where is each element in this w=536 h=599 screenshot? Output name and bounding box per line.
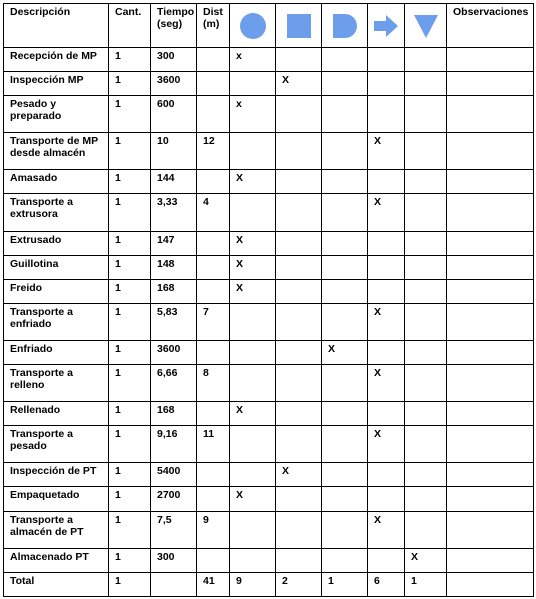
transport-mark xyxy=(368,548,405,572)
operation-mark: X xyxy=(230,279,276,303)
dist-cell: 11 xyxy=(197,426,230,463)
delay-mark xyxy=(322,402,368,426)
operation-mark: 9 xyxy=(230,572,276,596)
transport-mark xyxy=(368,170,405,194)
observaciones-cell xyxy=(447,402,534,426)
delay-mark xyxy=(322,170,368,194)
dist-cell xyxy=(197,170,230,194)
transport-mark: X xyxy=(368,194,405,231)
transport-mark: X xyxy=(368,511,405,548)
cant-cell: 1 xyxy=(109,487,151,511)
dist-cell: 4 xyxy=(197,194,230,231)
tiempo-cell: 6,66 xyxy=(151,365,197,402)
inspection-mark xyxy=(276,340,322,364)
dist-cell: 41 xyxy=(197,572,230,596)
delay-mark xyxy=(322,72,368,96)
operation-mark xyxy=(230,303,276,340)
delay-mark xyxy=(322,194,368,231)
header-delay xyxy=(322,4,368,48)
dist-cell xyxy=(197,463,230,487)
descripcion-cell: Guillotina xyxy=(4,255,109,279)
cant-cell: 1 xyxy=(109,255,151,279)
operation-mark xyxy=(230,463,276,487)
tiempo-cell: 300 xyxy=(151,48,197,72)
descripcion-cell: Rellenado xyxy=(4,402,109,426)
operation-mark: x xyxy=(230,48,276,72)
storage-mark xyxy=(405,133,447,170)
storage-mark xyxy=(405,170,447,194)
transport-arrow-icon xyxy=(373,14,399,38)
dist-cell xyxy=(197,340,230,364)
descripcion-cell: Extrusado xyxy=(4,231,109,255)
cant-cell: 1 xyxy=(109,572,151,596)
dist-cell: 8 xyxy=(197,365,230,402)
storage-mark xyxy=(405,340,447,364)
tiempo-cell: 3600 xyxy=(151,72,197,96)
tiempo-cell: 600 xyxy=(151,96,197,133)
operation-mark: x xyxy=(230,96,276,133)
storage-mark: 1 xyxy=(405,572,447,596)
operation-mark xyxy=(230,133,276,170)
transport-mark xyxy=(368,72,405,96)
operation-mark xyxy=(230,340,276,364)
storage-mark xyxy=(405,279,447,303)
dist-cell: 12 xyxy=(197,133,230,170)
tiempo-cell: 9,16 xyxy=(151,426,197,463)
storage-mark xyxy=(405,96,447,133)
storage-mark xyxy=(405,231,447,255)
inspection-mark: X xyxy=(276,463,322,487)
table-row xyxy=(4,72,534,96)
delay-mark: 1 xyxy=(322,572,368,596)
observaciones-cell xyxy=(447,572,534,596)
tiempo-cell: 7,5 xyxy=(151,511,197,548)
transport-mark xyxy=(368,463,405,487)
header-row xyxy=(4,4,534,48)
inspection-mark xyxy=(276,279,322,303)
delay-d-shape-icon xyxy=(332,13,358,39)
observaciones-cell xyxy=(447,340,534,364)
storage-mark xyxy=(405,426,447,463)
operation-mark xyxy=(230,511,276,548)
transport-mark xyxy=(368,255,405,279)
header-cant: Cant. xyxy=(109,4,151,48)
descripcion-cell: Enfriado xyxy=(4,340,109,364)
inspection-mark xyxy=(276,96,322,133)
transport-mark: X xyxy=(368,365,405,402)
descripcion-cell: Transporte a pesado xyxy=(4,426,109,463)
table-row xyxy=(4,231,534,255)
inspection-mark xyxy=(276,48,322,72)
delay-mark xyxy=(322,279,368,303)
observaciones-cell xyxy=(447,231,534,255)
table-row xyxy=(4,303,534,340)
cant-cell: 1 xyxy=(109,72,151,96)
dist-cell xyxy=(197,255,230,279)
storage-mark xyxy=(405,463,447,487)
observaciones-cell xyxy=(447,96,534,133)
cant-cell: 1 xyxy=(109,48,151,72)
header-descripcion: Descripción xyxy=(4,4,109,48)
dist-cell xyxy=(197,72,230,96)
tiempo-cell: 3600 xyxy=(151,340,197,364)
header-tiempo: Tiempo (seg) xyxy=(151,4,197,48)
cant-cell: 1 xyxy=(109,194,151,231)
inspection-mark xyxy=(276,133,322,170)
descripcion-cell: Almacenado PT xyxy=(4,548,109,572)
inspection-mark xyxy=(276,194,322,231)
table-row xyxy=(4,463,534,487)
cant-cell: 1 xyxy=(109,340,151,364)
table-row xyxy=(4,402,534,426)
delay-mark xyxy=(322,133,368,170)
inspection-mark: X xyxy=(276,72,322,96)
tiempo-cell: 168 xyxy=(151,279,197,303)
cant-cell: 1 xyxy=(109,511,151,548)
dist-cell xyxy=(197,548,230,572)
inspection-mark xyxy=(276,548,322,572)
observaciones-cell xyxy=(447,548,534,572)
operation-circle-icon xyxy=(239,12,267,40)
cant-cell: 1 xyxy=(109,548,151,572)
observaciones-cell xyxy=(447,487,534,511)
descripcion-cell: Inspección MP xyxy=(4,72,109,96)
dist-cell xyxy=(197,279,230,303)
tiempo-cell: 144 xyxy=(151,170,197,194)
total-row xyxy=(4,572,534,596)
transport-mark xyxy=(368,231,405,255)
inspection-mark: 2 xyxy=(276,572,322,596)
observaciones-cell xyxy=(447,511,534,548)
observaciones-cell xyxy=(447,48,534,72)
delay-mark xyxy=(322,511,368,548)
inspection-mark xyxy=(276,365,322,402)
delay-mark xyxy=(322,365,368,402)
tiempo-cell: 2700 xyxy=(151,487,197,511)
operation-mark: X xyxy=(230,170,276,194)
cant-cell: 1 xyxy=(109,303,151,340)
operation-mark xyxy=(230,548,276,572)
dist-cell xyxy=(197,231,230,255)
dist-cell xyxy=(197,487,230,511)
table-row xyxy=(4,279,534,303)
inspection-mark xyxy=(276,303,322,340)
transport-mark: X xyxy=(368,303,405,340)
delay-mark xyxy=(322,303,368,340)
cant-cell: 1 xyxy=(109,170,151,194)
operation-mark xyxy=(230,72,276,96)
delay-mark xyxy=(322,487,368,511)
header-operation xyxy=(230,4,276,48)
transport-mark xyxy=(368,48,405,72)
table-row xyxy=(4,487,534,511)
storage-mark xyxy=(405,511,447,548)
transport-mark: X xyxy=(368,426,405,463)
delay-mark xyxy=(322,255,368,279)
tiempo-cell: 10 xyxy=(151,133,197,170)
observaciones-cell xyxy=(447,194,534,231)
cant-cell: 1 xyxy=(109,463,151,487)
tiempo-cell: 5400 xyxy=(151,463,197,487)
observaciones-cell xyxy=(447,72,534,96)
transport-mark xyxy=(368,340,405,364)
transport-mark: X xyxy=(368,133,405,170)
descripcion-cell: Inspección de PT xyxy=(4,463,109,487)
inspection-mark xyxy=(276,402,322,426)
cant-cell: 1 xyxy=(109,231,151,255)
operation-mark: X xyxy=(230,402,276,426)
header-inspection xyxy=(276,4,322,48)
inspection-mark xyxy=(276,170,322,194)
header-transport xyxy=(368,4,405,48)
cant-cell: 1 xyxy=(109,426,151,463)
header-observaciones: Observaciones xyxy=(447,4,534,48)
tiempo-cell xyxy=(151,572,197,596)
observaciones-cell xyxy=(447,303,534,340)
process-flow-chart-table xyxy=(3,3,534,597)
delay-mark: X xyxy=(322,340,368,364)
table-row xyxy=(4,96,534,133)
table-row xyxy=(4,255,534,279)
descripcion-cell: Transporte a relleno xyxy=(4,365,109,402)
header-storage xyxy=(405,4,447,48)
transport-mark: 6 xyxy=(368,572,405,596)
descripcion-cell: Amasado xyxy=(4,170,109,194)
storage-mark xyxy=(405,303,447,340)
observaciones-cell xyxy=(447,255,534,279)
header-dist: Dist (m) xyxy=(197,4,230,48)
operation-mark: X xyxy=(230,255,276,279)
operation-mark: X xyxy=(230,487,276,511)
inspection-square-icon xyxy=(286,13,312,39)
storage-mark xyxy=(405,365,447,402)
descripcion-cell: Recepción de MP xyxy=(4,48,109,72)
cant-cell: 1 xyxy=(109,402,151,426)
descripcion-cell: Transporte a almacén de PT xyxy=(4,511,109,548)
table-row xyxy=(4,170,534,194)
dist-cell: 7 xyxy=(197,303,230,340)
storage-mark: X xyxy=(405,548,447,572)
operation-mark: X xyxy=(230,231,276,255)
observaciones-cell xyxy=(447,279,534,303)
table-row xyxy=(4,194,534,231)
table-row xyxy=(4,365,534,402)
cant-cell: 1 xyxy=(109,96,151,133)
storage-mark xyxy=(405,72,447,96)
dist-cell xyxy=(197,48,230,72)
operation-mark xyxy=(230,194,276,231)
tiempo-cell: 168 xyxy=(151,402,197,426)
storage-mark xyxy=(405,402,447,426)
dist-cell xyxy=(197,402,230,426)
descripcion-cell: Empaquetado xyxy=(4,487,109,511)
inspection-mark xyxy=(276,255,322,279)
table-row xyxy=(4,426,534,463)
transport-mark xyxy=(368,279,405,303)
delay-mark xyxy=(322,96,368,133)
descripcion-cell: Transporte de MP desde almacén xyxy=(4,133,109,170)
inspection-mark xyxy=(276,487,322,511)
table-row xyxy=(4,133,534,170)
descripcion-cell: Pesado y preparado xyxy=(4,96,109,133)
observaciones-cell xyxy=(447,463,534,487)
table-row xyxy=(4,548,534,572)
delay-mark xyxy=(322,548,368,572)
delay-mark xyxy=(322,48,368,72)
descripcion-cell: Transporte a extrusora xyxy=(4,194,109,231)
observaciones-cell xyxy=(447,365,534,402)
transport-mark xyxy=(368,402,405,426)
cant-cell: 1 xyxy=(109,133,151,170)
delay-mark xyxy=(322,231,368,255)
transport-mark xyxy=(368,96,405,133)
table-row xyxy=(4,511,534,548)
descripcion-cell: Transporte a enfriado xyxy=(4,303,109,340)
storage-triangle-icon xyxy=(413,13,439,39)
observaciones-cell xyxy=(447,133,534,170)
delay-mark xyxy=(322,426,368,463)
cant-cell: 1 xyxy=(109,365,151,402)
observaciones-cell xyxy=(447,170,534,194)
inspection-mark xyxy=(276,231,322,255)
transport-mark xyxy=(368,487,405,511)
table-row xyxy=(4,48,534,72)
inspection-mark xyxy=(276,426,322,463)
tiempo-cell: 3,33 xyxy=(151,194,197,231)
storage-mark xyxy=(405,48,447,72)
storage-mark xyxy=(405,194,447,231)
operation-mark xyxy=(230,426,276,463)
operation-mark xyxy=(230,365,276,402)
dist-cell: 9 xyxy=(197,511,230,548)
observaciones-cell xyxy=(447,426,534,463)
cant-cell: 1 xyxy=(109,279,151,303)
delay-mark xyxy=(322,463,368,487)
descripcion-cell: Total xyxy=(4,572,109,596)
storage-mark xyxy=(405,487,447,511)
tiempo-cell: 5,83 xyxy=(151,303,197,340)
tiempo-cell: 300 xyxy=(151,548,197,572)
tiempo-cell: 147 xyxy=(151,231,197,255)
inspection-mark xyxy=(276,511,322,548)
dist-cell xyxy=(197,96,230,133)
storage-mark xyxy=(405,255,447,279)
tiempo-cell: 148 xyxy=(151,255,197,279)
table-row xyxy=(4,340,534,364)
descripcion-cell: Freido xyxy=(4,279,109,303)
